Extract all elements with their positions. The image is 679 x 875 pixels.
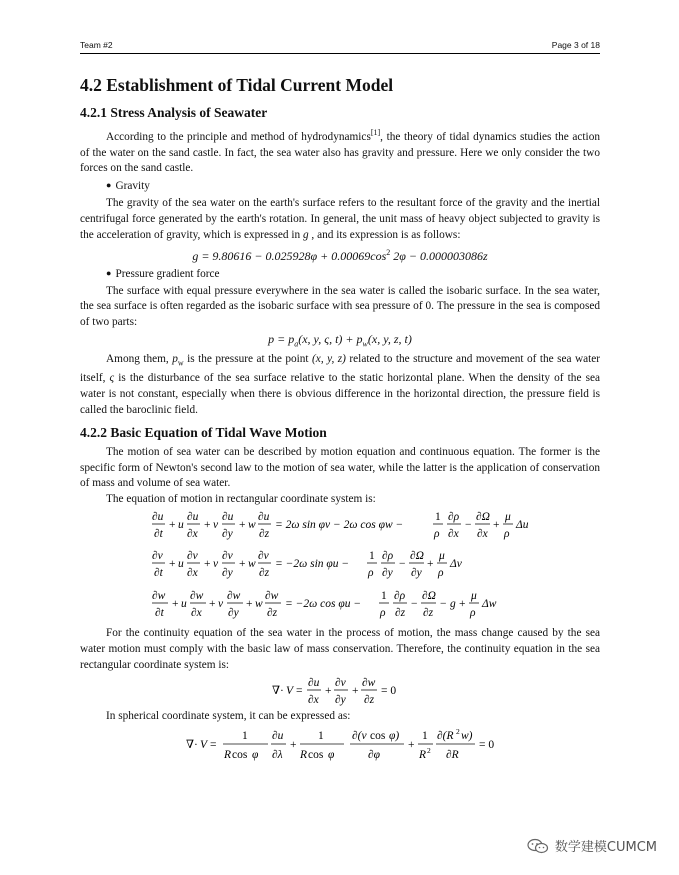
svg-text:ρ: ρ — [504, 527, 510, 540]
svg-text:∂v: ∂v — [222, 549, 233, 562]
svg-text:∂ρ: ∂ρ — [448, 510, 460, 523]
svg-text:∇·: ∇· — [272, 685, 284, 698]
svg-text:∂w: ∂w — [265, 589, 279, 602]
svg-text:R: R — [419, 749, 427, 762]
svg-text:φ): φ) — [389, 730, 400, 743]
paragraph-spherical: In spherical coordinate system, it can be expressed as: — [106, 710, 351, 723]
svg-text:+: + — [239, 557, 246, 570]
svg-text:∂t: ∂t — [154, 527, 163, 540]
svg-text:∂(R: ∂(R — [437, 730, 454, 743]
svg-text:−: − — [399, 557, 406, 570]
svg-text:w: w — [248, 518, 256, 531]
paragraph-intro: According to the principle and method of hydrodynamics[1], the theory of tidal dynamics studies the action of the water on the sand castle. In fact, the sea water also has gravity and pressure. Here we only consider the two forces on the sand castle. — [80, 128, 600, 175]
svg-text:Δu: Δu — [516, 518, 529, 531]
svg-text:= 0: = 0 — [479, 739, 495, 752]
svg-text:+: + — [239, 518, 246, 531]
svg-text:u: u — [178, 557, 184, 570]
svg-text:φ: φ — [252, 749, 259, 762]
svg-text:+: + — [352, 685, 359, 698]
svg-text:u: u — [181, 597, 187, 610]
equation-motion-v — [152, 550, 463, 579]
svg-text:ρ: ρ — [438, 566, 444, 579]
svg-text:w: w — [255, 597, 263, 610]
svg-text:∂z: ∂z — [364, 694, 375, 707]
svg-text:∂u: ∂u — [308, 677, 320, 690]
svg-text:u: u — [178, 518, 184, 531]
page-body — [80, 70, 600, 765]
svg-text:2: 2 — [456, 727, 460, 737]
svg-text:∂φ: ∂φ — [368, 749, 381, 762]
svg-text:∂x: ∂x — [187, 527, 198, 540]
svg-text:∂w: ∂w — [362, 677, 376, 690]
svg-text:cos: cos — [370, 730, 386, 743]
svg-text:∇·: ∇· — [186, 739, 198, 752]
svg-text:∂z: ∂z — [423, 606, 434, 619]
equation-gravity: $g = 9.80616 - 0.025928\varphi + 0.00069\cos^2$ 2φ − 0.000003086z — [192, 247, 488, 263]
svg-text:= −2ω sin φu −: = −2ω sin φu − — [275, 557, 350, 570]
svg-text:∂u: ∂u — [222, 510, 234, 523]
svg-text:R: R — [224, 749, 232, 762]
svg-text:∂x: ∂x — [308, 694, 319, 707]
svg-text:2: 2 — [427, 746, 431, 756]
svg-text:∂w: ∂w — [190, 589, 204, 602]
svg-text:∂z: ∂z — [395, 606, 406, 619]
svg-text:∂v: ∂v — [187, 549, 198, 562]
svg-text:+: + — [204, 518, 211, 531]
svg-text:1: 1 — [369, 549, 375, 562]
wechat-icon — [527, 838, 549, 854]
svg-text:∂u: ∂u — [187, 510, 199, 523]
paragraph-pressure-explain: Among them, $p_w$ is the pressure at the point (x, y, z) related to the structure and movement of the sea water itself, ς is the disturbance of the sea surface relative to the static horizontal plane. When the density of the sea water is not constant, especially when there is obvious difference in the horizontal direction, the pressure field is called the baroclinic field. — [80, 353, 601, 416]
svg-text:1: 1 — [422, 730, 428, 743]
svg-text:w): w) — [461, 730, 473, 743]
svg-text:∂y: ∂y — [222, 527, 233, 540]
section-title: 4.2 Establishment of Tidal Current Model — [80, 75, 394, 95]
svg-text:∂ρ: ∂ρ — [394, 589, 406, 602]
subsection-title-motion: 4.2.2 Basic Equation of Tidal Wave Motion — [80, 424, 327, 440]
svg-text:μ: μ — [439, 549, 445, 562]
svg-text:∂u: ∂u — [272, 730, 284, 743]
header-team: Team #2 — [80, 40, 113, 50]
svg-text:1: 1 — [318, 730, 324, 743]
svg-text:∂x: ∂x — [448, 527, 459, 540]
svg-text:v: v — [218, 597, 224, 610]
svg-text:∂y: ∂y — [335, 694, 346, 707]
svg-text:V: V — [286, 685, 294, 698]
svg-text:1: 1 — [381, 589, 387, 602]
svg-text:∂y: ∂y — [411, 566, 422, 579]
header-page-number: Page 3 of 18 — [551, 40, 600, 50]
svg-text:ρ: ρ — [434, 527, 440, 540]
svg-text:∂x: ∂x — [477, 527, 488, 540]
watermark — [527, 836, 657, 855]
svg-text:∂z: ∂z — [259, 527, 270, 540]
svg-text:∂Ω: ∂Ω — [422, 589, 436, 602]
svg-text:1: 1 — [242, 730, 248, 743]
svg-text:v: v — [213, 557, 219, 570]
svg-text:v: v — [213, 518, 219, 531]
svg-text:=: = — [296, 685, 303, 698]
paragraph-gravity: The gravity of the sea water on the earth's surface refers to the resultant force of the gravity and the inertial centrifugal force generated by the earth's rotation. In general, the unit mass of heavy object subjected to gravity is the acceleration of gravity, which is expressed in g , and its expression is as follows: — [80, 197, 600, 241]
svg-text:+: + — [408, 739, 415, 752]
paragraph-motion-rect: The equation of motion in rectangular coordinate system is: — [106, 493, 376, 506]
svg-text:∂z: ∂z — [259, 566, 270, 579]
paragraph-continuity: For the continuity equation of the sea water in the process of motion, the mass change caused by the sea water motion must comply with the basic law of mass conservation. Therefore, the continuity equation in the sea rectangular coordinate system is: — [80, 626, 600, 671]
svg-text:+: + — [493, 518, 500, 531]
svg-text:+: + — [246, 597, 253, 610]
svg-text:=: = — [210, 739, 217, 752]
svg-text:∂w: ∂w — [227, 589, 241, 602]
svg-text:∂y: ∂y — [222, 566, 233, 579]
equation-motion-w — [152, 590, 497, 619]
svg-text:+: + — [169, 518, 176, 531]
svg-text:+: + — [172, 597, 179, 610]
svg-text:−: − — [465, 518, 472, 531]
citation-ref[interactable]: [1] — [370, 128, 381, 137]
svg-text:∂x: ∂x — [187, 566, 198, 579]
svg-text:= 2ω sin φv − 2ω cos φw −: = 2ω sin φv − 2ω cos φw − — [275, 518, 404, 531]
svg-text:φ: φ — [328, 749, 335, 762]
svg-text:R: R — [300, 749, 308, 762]
svg-text:+: + — [325, 685, 332, 698]
bullet-gravity: ● Gravity — [106, 180, 150, 193]
equation-motion-set — [80, 508, 600, 626]
svg-text:∂v: ∂v — [335, 677, 346, 690]
svg-text:−: − — [440, 597, 447, 610]
svg-text:+: + — [209, 597, 216, 610]
svg-text:∂t: ∂t — [154, 566, 163, 579]
svg-text:−: − — [411, 597, 418, 610]
svg-text:g: g — [450, 597, 456, 610]
svg-text:∂y: ∂y — [382, 566, 393, 579]
svg-text:1: 1 — [435, 510, 441, 523]
equation-continuity-rect — [80, 673, 600, 709]
equation-pressure: $p = p_a(x$, y, ς, $t) + p_w(x$, y, z, t) — [268, 331, 412, 349]
svg-text:ρ: ρ — [470, 606, 476, 619]
svg-text:= −2ω cos φu −: = −2ω cos φu − — [285, 597, 362, 610]
svg-text:ρ: ρ — [380, 606, 386, 619]
svg-text:∂Ω: ∂Ω — [410, 549, 424, 562]
watermark-text: 数学建模CUMCM — [554, 840, 657, 855]
svg-text:+: + — [169, 557, 176, 570]
svg-text:Δw: Δw — [482, 597, 497, 610]
svg-text:∂v: ∂v — [152, 549, 163, 562]
svg-text:∂w: ∂w — [152, 589, 166, 602]
svg-text:∂u: ∂u — [258, 510, 270, 523]
svg-text:+: + — [459, 597, 466, 610]
svg-text:Δv: Δv — [450, 557, 462, 570]
svg-text:∂λ: ∂λ — [272, 749, 283, 762]
svg-text:∂z: ∂z — [267, 606, 278, 619]
svg-text:= 0: = 0 — [381, 685, 397, 698]
paragraph-pressure: The surface with equal pressure everywhere in the sea water is called the isobaric surface. In the sea water, the sea surface is often regarded as the isobaric surface with sea pressure of 0. The pressure in the sea is composed of two parts: — [80, 284, 600, 329]
svg-text:+: + — [204, 557, 211, 570]
equation-continuity-spherical — [80, 725, 600, 765]
svg-text:μ: μ — [471, 589, 477, 602]
svg-text:∂Ω: ∂Ω — [476, 510, 490, 523]
svg-text:∂ρ: ∂ρ — [382, 549, 394, 562]
svg-text:∂v: ∂v — [258, 549, 269, 562]
bullet-pressure: ● Pressure gradient force — [106, 267, 220, 280]
equation-motion-u — [152, 511, 529, 540]
svg-text:ρ: ρ — [368, 566, 374, 579]
svg-text:cos: cos — [308, 749, 324, 762]
bullet-icon: ● — [106, 267, 112, 278]
svg-text:+: + — [427, 557, 434, 570]
svg-text:∂x: ∂x — [191, 606, 202, 619]
svg-text:∂R: ∂R — [446, 749, 459, 762]
bullet-icon: ● — [106, 180, 112, 191]
svg-text:V: V — [200, 739, 208, 752]
svg-text:+: + — [290, 739, 297, 752]
subsection-title-stress: 4.2.1 Stress Analysis of Seawater — [80, 105, 268, 120]
svg-text:∂(v: ∂(v — [352, 730, 367, 743]
svg-text:∂t: ∂t — [155, 606, 164, 619]
paragraph-motion-intro: The motion of sea water can be described by motion equation and continuous equation. The former is the specific form of Newton's second law to the motion of sea water, while the latter is the application of conservation of mass and volume of sea water. — [80, 445, 600, 490]
svg-text:∂y: ∂y — [228, 606, 239, 619]
svg-text:w: w — [248, 557, 256, 570]
svg-text:∂u: ∂u — [152, 510, 164, 523]
header-rule — [80, 53, 600, 54]
svg-text:cos: cos — [232, 749, 248, 762]
svg-text:μ: μ — [505, 510, 511, 523]
